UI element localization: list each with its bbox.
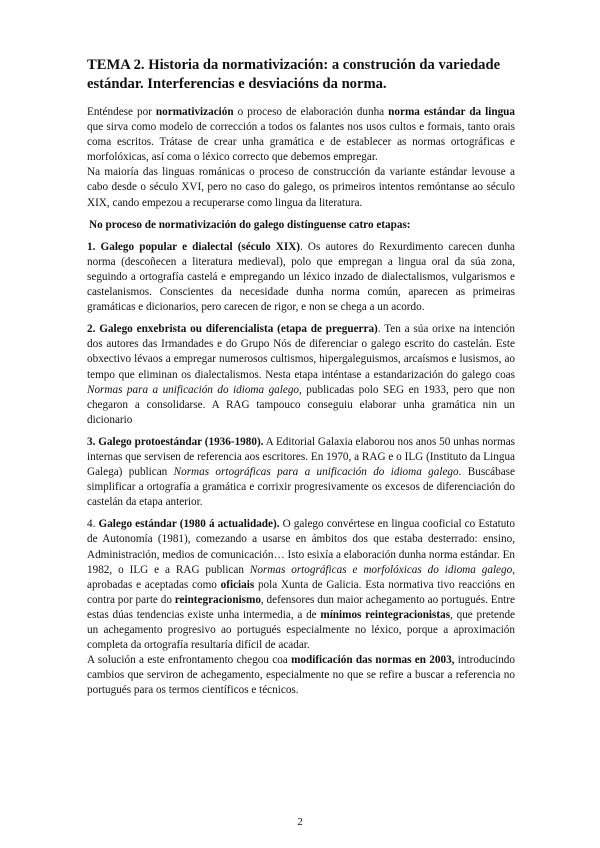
term-modificacion-2003: modificación das normas en 2003, — [291, 654, 455, 667]
stage-4-heading: Galego estándar (1980 á actualidade). — [98, 518, 280, 531]
intro-paragraph-2: Na maioría das linguas románicas o proceso de construcción da variante estándar levouse a cabo desde o século XVI, pero no caso do galego, os primeiros intentos remóntanse ao século XIX, cando empezou a recuperarse como lingua da literatura. — [87, 166, 515, 209]
term-norma-estandar: norma estándar da lingua — [388, 106, 515, 118]
document-page — [87, 56, 515, 698]
term-normativizacion: normativización — [155, 106, 234, 118]
stage-4-number: 4. — [87, 518, 96, 531]
page-number: 2 — [297, 816, 303, 828]
stage-1-heading: 1. Galego popular e dialectal (século XIX) — [87, 240, 300, 253]
stage-3-heading: 3. Galego protoestándar (1936-1980). — [87, 435, 264, 448]
page-title: TEMA 2. Historia da normativización: a construción da variedade estándar. Interferencias e desviacións da norma. — [87, 57, 501, 92]
term-reintegracionismo: reintegracionismo — [174, 593, 261, 606]
stage-4-normas-title: Normas ortográficas e morfolóxicas do idioma galego — [249, 563, 513, 576]
term-minimos-reintegracionistas: mínimos reintegracionistas — [320, 608, 451, 621]
stage-1-paragraph: 1. Galego popular e dialectal (século XIX). Os autores do Rexurdimento carecen dunha norma (descoñecen a literatura medieval), polo que empregan a lingua oral da súa zona, seguindo a ortografía castelá e empregando un léxico inzado de dialectalismos, vulgarismos e castelanismos. Conscientes da necesidade dunha norma común, aparecen as primeiras gramáticas e dicionarios, pero carecen de rigor, e non se chega a un acordo. — [87, 240, 516, 314]
intro-paragraph-1: Enténdese por normativización o proceso de elaboración dunha norma estándar da lingua que sirva como modelo de corrección a todos os falantes nos usos cultos e formais, tanto orais coma escritos. Trátase de crear unha gramática e de establecer as normas ortográficas e morfolóxicas, así coma o léxico correcto que debemos empregar. — [87, 106, 515, 164]
closing-paragraph: A solución a este enfrontamento chegou coa modificación das normas en 2003, introducindo cambios que serviron de achegamento, especialmente no que se refire a buscar a referencia no portugués para os termos científicos e técnicos. — [87, 654, 515, 697]
stage-3-normas-title: Normas ortográficas para a unificación do idioma galego — [173, 466, 459, 479]
stage-2-paragraph: 2. Galego enxebrista ou diferencialista (etapa de preguerra). Ten a súa orixe na intención dos autores das Irmandades e do Grupo Nós de diferenciar o galego escrito do castelán. Este obxectivo lévaos a empregar numerosos cultismos, hipergaleguismos, arcaísmos e lusismos, ao tempo que eliminan os dialectalismos. Nesta etapa inténtase a estandarización do galego coas Normas para a unificación do idioma galego, publicadas polo SEG en 1933, pero que non chegaron a consolidarse. A RAG tampouco conseguiu elaborar unha gramática nin un dicionario — [87, 323, 515, 426]
stage-4-paragraph: 4. Galego estándar (1980 á actualidade). O galego convértese en lingua cooficial co Estatuto de Autonomía (1981), comezando a usarse en ámbitos dos que estaba desterrado: ensino, Administración, medios de comunicación… Isto esixía a elaboración dunha norma estándar. En 1982, o ILG e a RAG publican Normas ortográficas e morfolóxicas do idioma galego, aprobadas e aceptadas como oficiais pola Xunta de Galicia. Esta normativa tivo reaccións en contra por parte do reintegracionismo, defensores dun maior achegamento ao portugués. Entre estas dúas tendencias existe unha intermedia, a de mínimos reintegracionistas, que pretende un achegamento progresivo ao portugués especialmente no léxico, porque a aproximación completa da ortografía resultaría difícil de acadar. — [87, 518, 516, 652]
stage-2-normas-title: Normas para a unificación do idioma galego, — [87, 383, 302, 396]
stages-heading: No proceso de normativización do galego distínguense catro etapas: — [89, 218, 411, 231]
stage-2-heading: 2. Galego enxebrista ou diferencialista (etapa de preguerra) — [87, 323, 378, 336]
term-oficiais: oficiais — [220, 578, 255, 591]
stage-3-paragraph: 3. Galego protoestándar (1936-1980). A Editorial Galaxia elaborou nos anos 50 unhas normas internas que servisen de referencia aos escritores. En 1970, a RAG e o ILG (Instituto da Lingua Galega) publican Normas ortográficas para a unificación do idioma galego. Buscábase simplificar a ortografía a gramática e corrixir progresivamente os excesos de diferenciación do castelán da etapa anterior. — [87, 435, 516, 509]
